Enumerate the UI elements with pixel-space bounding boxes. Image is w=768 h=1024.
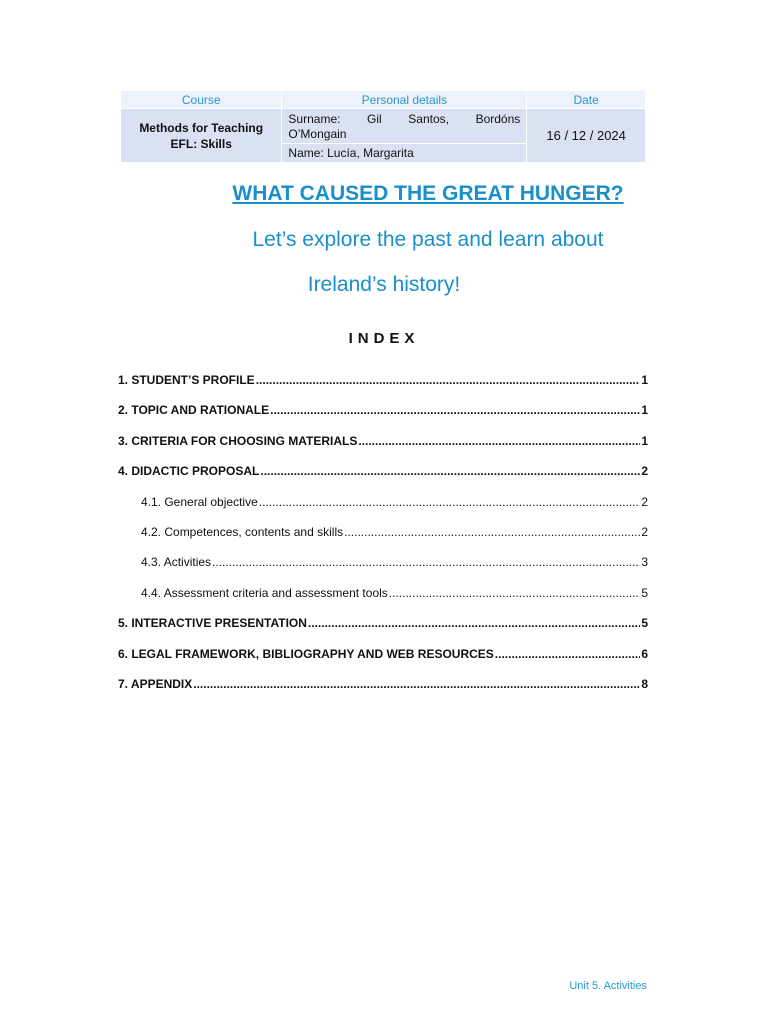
- subtitle-line-1: Let’s explore the past and learn about: [252, 228, 604, 251]
- toc-leader: [358, 434, 640, 448]
- toc-leader: [256, 373, 641, 387]
- surname-word: Santos,: [408, 112, 449, 126]
- date-header: Date: [527, 91, 646, 109]
- toc-entry-page: 1: [641, 373, 648, 387]
- toc-leader: [270, 403, 640, 417]
- name-value: Name: Lucía, Margarita: [282, 144, 527, 163]
- toc-entry-title: 4.2. Competences, contents and skills: [141, 524, 344, 539]
- toc-subentry[interactable]: [118, 555, 648, 585]
- toc-subentry[interactable]: [118, 525, 648, 555]
- toc-leader: [495, 647, 641, 661]
- surname-value: [282, 109, 527, 144]
- toc-entry-title: 4. DIDACTIC PROPOSAL: [118, 464, 260, 479]
- toc-entry[interactable]: [118, 677, 648, 707]
- header-table: [120, 90, 646, 163]
- index-heading: INDEX: [348, 330, 420, 347]
- course-line-1: Methods for Teaching: [139, 120, 264, 135]
- toc-entry-title: 4.3. Activities: [141, 555, 212, 570]
- surname-row: [121, 109, 646, 144]
- toc-leader: [308, 616, 640, 630]
- table-of-contents: [118, 373, 648, 707]
- toc-leader: [193, 677, 640, 691]
- toc-entry[interactable]: [118, 434, 648, 464]
- course-header: Course: [121, 91, 282, 109]
- toc-entry-title: 5. INTERACTIVE PRESENTATION: [118, 616, 307, 631]
- toc-entry[interactable]: [118, 616, 648, 646]
- toc-entry-title: 1. STUDENT’S PROFILE: [118, 373, 255, 387]
- surname-line-2: O’Mongain: [288, 127, 347, 141]
- toc-entry-title: 4.1. General objective: [141, 494, 258, 509]
- toc-entry-title: 3. CRITERIA FOR CHOOSING MATERIALS: [118, 433, 358, 448]
- toc-leader: [260, 464, 640, 478]
- surname-line-1: [288, 112, 520, 127]
- date-value: 16 / 12 / 2024: [527, 109, 646, 163]
- toc-entry-page: 2: [641, 464, 648, 479]
- toc-entry-page: 6: [641, 646, 648, 661]
- course-value: [121, 109, 282, 163]
- header-row: [121, 91, 646, 109]
- toc-entry-page: 1: [641, 403, 648, 418]
- toc-entry[interactable]: [118, 373, 648, 403]
- toc-entry-page: 5: [641, 585, 648, 600]
- toc-entry-title: 4.4. Assessment criteria and assessment tools: [141, 585, 388, 600]
- toc-entry-page: 3: [641, 555, 648, 570]
- personal-details-header: Personal details: [282, 91, 527, 109]
- toc-leader: [259, 495, 641, 509]
- toc-entry[interactable]: [118, 403, 648, 433]
- surname-word: Bordóns: [475, 112, 521, 126]
- toc-entry-page: 2: [641, 524, 648, 539]
- toc-leader: [344, 525, 640, 539]
- toc-entry-title: 6. LEGAL FRAMEWORK, BIBLIOGRAPHY AND WEB RESOURCES: [118, 646, 494, 661]
- document-title: WHAT CAUSED THE GREAT HUNGER?: [232, 182, 624, 205]
- toc-subentry[interactable]: [118, 586, 648, 616]
- toc-entry-page: 1: [641, 433, 648, 448]
- toc-entry-title: 7. APPENDIX: [118, 676, 193, 691]
- toc-entry-page: 8: [641, 676, 648, 691]
- subtitle-line-2: Ireland’s history!: [307, 273, 461, 296]
- surname-word: Gil: [367, 112, 382, 126]
- page-footer: Unit 5. Activities: [569, 980, 647, 992]
- toc-leader: [389, 586, 641, 600]
- toc-entry-title: 2. TOPIC AND RATIONALE: [118, 403, 270, 418]
- toc-entry[interactable]: [118, 464, 648, 494]
- toc-subentry[interactable]: [118, 495, 648, 525]
- toc-leader: [212, 555, 640, 569]
- toc-entry-page: 5: [641, 616, 648, 631]
- surname-word: Surname:: [288, 112, 341, 126]
- toc-entry[interactable]: [118, 647, 648, 677]
- toc-entry-page: 2: [641, 494, 648, 509]
- course-line-2: EFL: Skills: [170, 136, 232, 151]
